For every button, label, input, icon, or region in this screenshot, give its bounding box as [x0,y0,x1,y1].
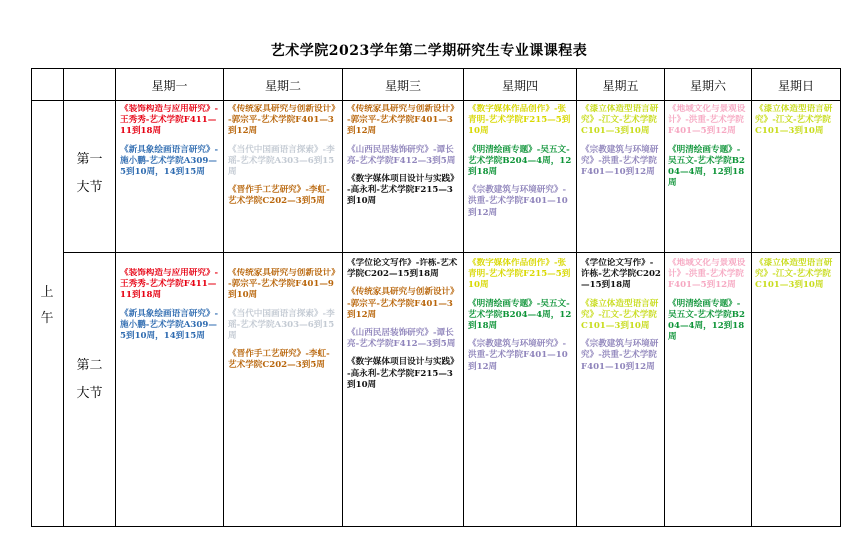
course-entry: 《明清绘画专题》-吴五文-艺术学院B204—4周，12到18周 [668,144,745,189]
column-divider [664,68,665,527]
table-border-left [31,68,32,527]
header-tuesday: 星期二 [264,79,301,93]
table-border-top [31,68,841,69]
header-sunday: 星期日 [777,79,814,93]
course-entry: 《数字媒体项目设计与实践》-高永利-艺术学院F215—3到10周 [347,357,459,390]
section-label-1-line2: 大节 [76,180,103,195]
course-entry: 《数字媒体作品创作》-张青明-艺术学院F215—5到10周 [468,104,571,137]
cell-s2-sun [755,258,837,523]
course-entry: 《新具象绘画语言研究》-施小鹏-艺术学院A309—5到10周，14到15周 [120,144,219,178]
cell-s1-sun [755,104,837,250]
course-entry: 《晋作手工艺研究》-李虹-艺术学院C202—3到5周 [228,349,330,371]
period-label: 上午 [40,285,54,326]
course-entry: 《传统家具研究与创新设计》-郭宗平-艺术学院F401—3到12周 [347,287,459,320]
header-divider [31,100,841,101]
course-entry: 《数字媒体项目设计与实践》-高永利-艺术学院F215—3到10周 [347,174,459,207]
course-entry: 《数字媒体作品创作》-张青明-艺术学院F215—5到10周 [468,258,571,291]
cell-s1-thu [468,104,572,250]
column-divider [63,68,64,527]
column-divider [115,68,116,527]
course-entry: 《地域文化与景观设计》-洪重-艺术学院F401—5到12周 [668,104,746,137]
table-border-bottom [31,526,841,527]
column-divider [751,68,752,527]
page-title: 艺术学院2023学年第二学期研究生专业课课程表 [270,43,588,59]
course-entry: 《宗教建筑与环境研究》-洪重-艺术学院F401—10到12周 [468,339,568,372]
course-entry: 《晋作手工艺研究》-李虹-艺术学院C202—3到5周 [228,185,330,207]
course-entry: 《传统家具研究与创新设计》-郭宗平-艺术学院F401—3到12周 [347,104,459,137]
course-entry: 《漆立体造型语言研究》-江文-艺术学院C101—3到10周 [755,104,833,137]
header-wednesday: 星期三 [384,79,421,93]
course-entry: 《漆立体造型语言研究》-江文-艺术学院C101—3到10周 [581,104,659,137]
course-entry: 《地域文化与景观设计》-洪重-艺术学院F401—5到12周 [668,258,746,291]
cell-s1-mon [120,104,221,250]
cell-s1-fri [581,104,661,250]
course-entry: 《学位论文写作》-许栋-艺术学院C202—15到18周 [347,258,458,280]
course-entry: 《当代中国画语言探索》-李瑶-艺术学院A303—6到15周 [228,308,335,342]
course-entry: 《当代中国画语言探索》-李瑶-艺术学院A303—6到15周 [228,144,335,178]
course-entry: 《山西民居装饰研究》-谭长亮-艺术学院F412—3到5周 [347,144,456,166]
course-entry: 《装饰构造与应用研究》-王秀秀-艺术学院F411—11到18周 [120,104,219,137]
course-entry: 《明清绘画专题》-吴五文-艺术学院B204—4周，12到18周 [468,144,572,178]
cell-s2-wed [347,258,459,523]
cell-s2-thu [468,258,572,523]
course-entry: 《漆立体造型语言研究》-江文-艺术学院C101—3到10周 [581,298,659,332]
cell-s2-fri [581,258,661,523]
header-thursday: 星期四 [501,79,538,93]
table-border-right [840,68,841,527]
column-divider [342,68,343,527]
column-divider [223,68,224,527]
course-entry: 《明清绘画专题》-吴五文-艺术学院B204—4周，12到18周 [668,298,745,343]
cell-s2-tue [228,268,338,523]
cell-s2-mon [120,268,221,523]
course-entry: 《宗教建筑与环境研究》-洪重-艺术学院F401—10到12周 [581,339,659,372]
cell-s1-tue [228,104,338,250]
cell-s1-wed [347,104,459,250]
section-label-2-line1: 第二 [76,358,103,373]
header-monday: 星期一 [151,79,188,93]
course-entry: 《漆立体造型语言研究》-江文-艺术学院C101—3到10周 [755,258,833,291]
course-entry: 《传统家具研究与创新设计》-郭宗平-艺术学院F401—3到12周 [228,104,336,137]
cell-s2-sat [668,258,748,523]
course-entry: 《明清绘画专题》-吴五文-艺术学院B204—4周，12到18周 [468,298,572,332]
cell-s1-sat [668,104,748,250]
course-entry: 《装饰构造与应用研究》-王秀秀-艺术学院F411—11到18周 [120,268,219,301]
header-friday: 星期五 [602,79,639,93]
section-divider [63,252,841,253]
section-label-2-line2: 大节 [76,386,103,401]
section-label-1 [64,150,115,198]
course-entry: 《传统家具研究与创新设计》-郭宗平-艺术学院F401—9到10周 [228,268,336,301]
course-entry: 《新具象绘画语言研究》-施小鹏-艺术学院A309—5到10周，14到15周 [120,308,219,342]
schedule-table [31,68,841,527]
header-saturday: 星期六 [689,79,726,93]
course-entry: 《宗教建筑与环境研究》-洪重-艺术学院F401—10到12周 [468,185,568,218]
course-entry: 《学位论文写作》-许栋-艺术学院C202—15到18周 [581,258,661,291]
course-entry: 《宗教建筑与环境研究》-洪重-艺术学院F401—10到12周 [581,144,659,178]
column-divider [576,68,577,527]
section-label-1-line1: 第一 [76,152,103,167]
section-label-2 [64,356,115,404]
column-divider [463,68,464,527]
course-entry: 《山西民居装饰研究》-谭长亮-艺术学院F412—3到5周 [347,328,456,350]
